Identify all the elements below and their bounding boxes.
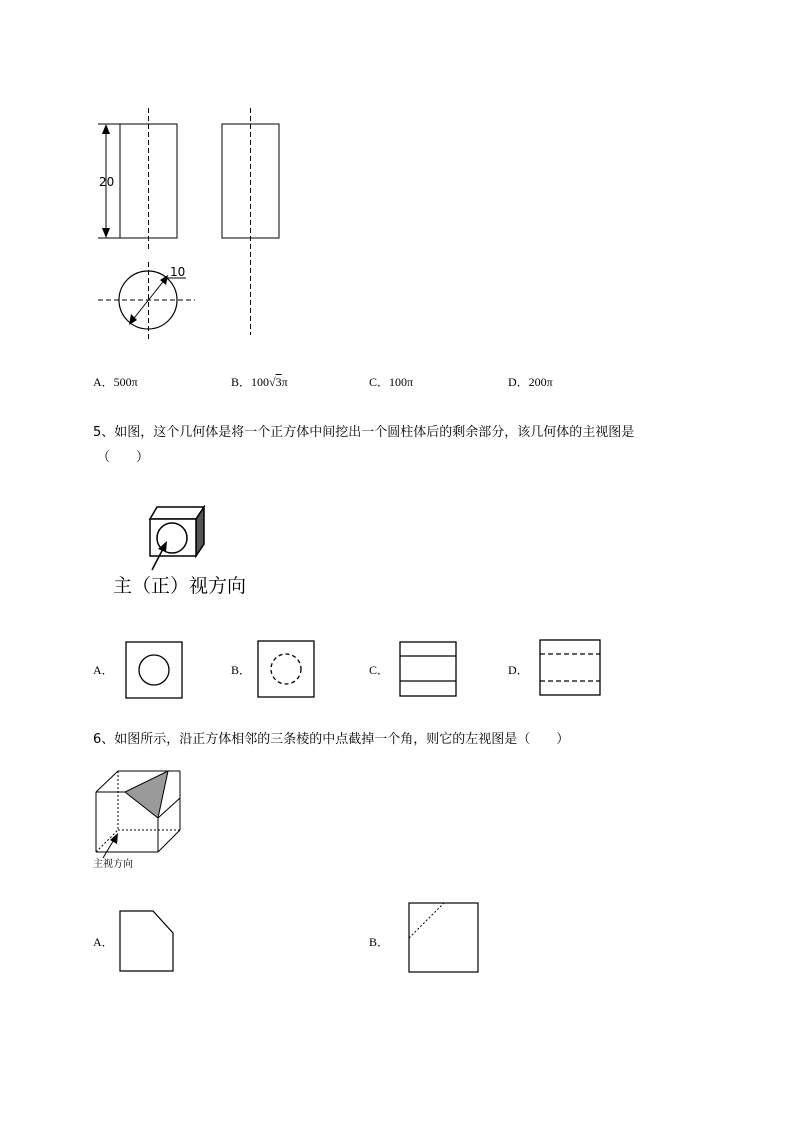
option-letter: C． <box>369 375 390 389</box>
q5-option-d-letter[interactable]: D． <box>508 663 529 677</box>
q4-diameter-label: 10 <box>170 265 186 279</box>
option-value: 500π <box>113 375 138 389</box>
q6-option-b-letter[interactable]: B． <box>369 935 390 949</box>
q5-option-c-letter[interactable]: C． <box>369 663 390 677</box>
sqrt-sign: √ <box>269 375 276 389</box>
q5-stem-paren: （ ） <box>97 450 150 465</box>
option-value: 100π <box>389 375 414 389</box>
q6-direction-label: 主视方向 <box>93 859 133 870</box>
option-value-pre: 100 <box>251 375 270 389</box>
option-letter: A． <box>93 375 114 389</box>
q6-option-a-letter[interactable]: A． <box>93 935 114 949</box>
q5-option-a-letter[interactable]: A． <box>93 663 114 677</box>
radicand: 3 <box>275 375 282 389</box>
q4-height-label: 20 <box>99 175 115 189</box>
q5-direction-label: 主（正）视方向 <box>113 575 247 597</box>
q5-option-b-letter[interactable]: B． <box>231 663 252 677</box>
q6-stem: 6、如图所示，沿正方体相邻的三条棱的中点截掉一个角，则它的左视图是（ ） <box>93 732 570 747</box>
option-value: 200π <box>528 375 553 389</box>
option-letter: B． <box>231 375 252 389</box>
q5-stem: 5、如图，这个几何体是将一个正方体中间挖出一个圆柱体后的剩余部分，该几何体的主视图是 <box>93 425 635 440</box>
option-value-post: π <box>281 375 288 389</box>
option-letter: D． <box>508 375 529 389</box>
